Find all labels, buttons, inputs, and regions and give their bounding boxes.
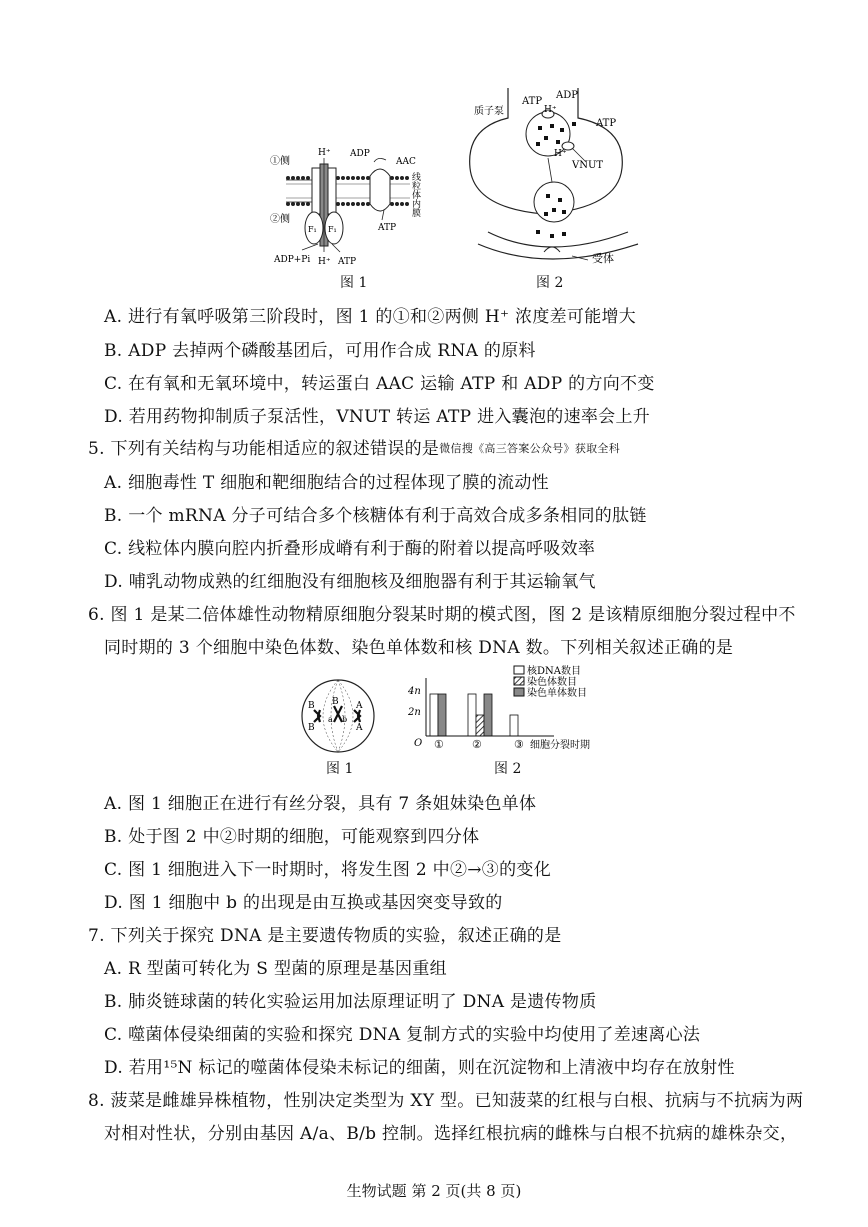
q7-option-d: D. 若用¹⁵N 标记的噬菌体侵染未标记的细菌，则在沉淀物和上清液中均存在放射性 [104, 1058, 735, 1078]
page-footer: 生物试题 第 2 页(共 8 页) [346, 1182, 522, 1200]
q5-option-d: D. 哺乳动物成熟的红细胞没有细胞核及细胞器有利于其运输氧气 [104, 572, 596, 592]
bar-2-series-3 [484, 694, 492, 736]
x-tick-2: ② [472, 738, 482, 751]
fig1-caption: 图 1 [340, 275, 368, 291]
q5-stem [88, 434, 620, 459]
f1-left-label: F₁ [308, 225, 317, 234]
q7-option-b: B. 肺炎链球菌的转化实验运用加法原理证明了 DNA 是遗传物质 [104, 992, 597, 1012]
watermark-text: 微信搜《高三答案公众号》获取全科 [439, 442, 621, 455]
bar-3-series-1 [510, 715, 518, 736]
cell-label-7: A [356, 723, 363, 733]
h-bottom-label: H⁺ [318, 257, 331, 267]
y-tick-2n: 2n [408, 707, 421, 718]
fig2-adp-top: ADP [556, 90, 578, 101]
cell-label-2: B [308, 723, 315, 733]
q6-fig2-caption: 图 2 [494, 761, 522, 777]
q8-line1: 8. 菠菜是雌雄异株植物，性别决定类型为 XY 型。已知菠菜的红根与白根、抗病与不抗病为两 [88, 1091, 804, 1111]
adp-pi-label: ADP+Pi [274, 255, 311, 265]
q7-stem: 7. 下列关于探究 DNA 是主要遗传物质的实验，叙述正确的是 [88, 926, 562, 946]
bar-2-series-2 [476, 715, 484, 736]
q5-stem-text: 5. 下列有关结构与功能相适应的叙述错误的是 [88, 439, 440, 459]
fig2-h-mid: H⁺ [554, 149, 567, 159]
q6-option-c: C. 图 1 细胞进入下一时期时，将发生图 2 中②→③的变化 [104, 860, 551, 880]
legend-chromatid: 染色单体数目 [527, 688, 587, 699]
y-tick-4n: 4n [408, 686, 421, 697]
x-axis-label: 细胞分裂时期 [530, 740, 590, 751]
bar-2-series-1 [468, 694, 476, 736]
q5-option-a: A. 细胞毒性 T 细胞和靶细胞结合的过程体现了膜的流动性 [104, 473, 549, 493]
fig2-proton-pump: 质子泵 [474, 106, 504, 117]
fig2-h-top: H⁺ [544, 105, 557, 115]
q4-option-d: D. 若用药物抑制质子泵活性，VNUT 转运 ATP 进入囊泡的速率会上升 [104, 407, 651, 427]
x-tick-3: ③ [514, 738, 524, 751]
q7-option-a: A. R 型菌可转化为 S 型菌的原理是基因重组 [104, 959, 447, 979]
fig2-atp-top: ATP [522, 96, 543, 107]
aac-label: AAC [396, 157, 416, 167]
f1-right-label: F₁ [328, 225, 337, 234]
h-top-label: H⁺ [318, 148, 331, 158]
side1-label: ①侧 [270, 156, 290, 167]
legend-swatch-chromatid [514, 688, 524, 696]
q6-stem-line1: 6. 图 1 是某二倍体雄性动物精原细胞分裂某时期的模式图，图 2 是该精原细胞分裂过程中不 [88, 605, 796, 625]
q4-option-b: B. ADP 去掉两个磷酸基团后，可用作合成 RNA 的原料 [104, 341, 536, 361]
q5-option-b: B. 一个 mRNA 分子可结合多个核糖体有利于高效合成多条相同的肽链 [104, 506, 647, 526]
adp-label: ADP [350, 149, 370, 159]
fig2-caption: 图 2 [536, 275, 564, 291]
figure-mito-membrane [262, 140, 442, 270]
legend-dna: 核DNA数目 [527, 666, 581, 677]
atp-bottom-label: ATP [338, 257, 357, 267]
cell-label-5: A [356, 701, 363, 711]
figure-cell-division [298, 676, 378, 756]
legend-swatch-dna [514, 666, 524, 674]
bar-1-series-1 [430, 694, 438, 736]
x-tick-1: ① [434, 738, 444, 751]
cell-label-1: B [308, 701, 315, 711]
figure-vesicle-release [468, 84, 648, 270]
chart-cell-counts [404, 664, 624, 756]
membrane-label: 线粒体内膜 [410, 172, 420, 217]
cell-label-4: B [332, 697, 339, 707]
fig2-vnut: VNUT [572, 160, 604, 171]
legend-swatch-chromosome [514, 677, 524, 685]
cell-label-6: a [328, 715, 333, 724]
q6-option-a: A. 图 1 细胞正在进行有丝分裂，具有 7 条姐妹染色单体 [104, 794, 537, 814]
q6-stem-line2: 同时期的 3 个细胞中染色体数、染色单体数和核 DNA 数。下列相关叙述正确的是 [104, 638, 734, 658]
origin-label: O [414, 738, 423, 749]
q8-line2: 对相对性状，分别由基因 A/a、B/b 控制。选择红根抗病的雌株与白根不抗病的雄株杂交， [104, 1124, 798, 1144]
cell-label-3: b [342, 715, 348, 724]
q4-option-a: A. 进行有氧呼吸第三阶段时，图 1 的①和②两侧 H⁺ 浓度差可能增大 [104, 307, 637, 327]
atp-right-label: ATP [378, 223, 397, 233]
side2-label: ②侧 [270, 214, 290, 225]
q5-option-c: C. 线粒体内膜向腔内折叠形成嵴有利于酶的附着以提高呼吸效率 [104, 539, 596, 559]
fig2-receptor: 受体 [592, 252, 614, 265]
bar-1-series-3 [438, 694, 446, 736]
q6-option-b: B. 处于图 2 中②时期的细胞，可能观察到四分体 [104, 827, 480, 847]
q6-option-d: D. 图 1 细胞中 b 的出现是由互换或基因突变导致的 [104, 893, 503, 913]
legend-chromosome: 染色体数目 [527, 677, 577, 688]
q4-option-c: C. 在有氧和无氧环境中，转运蛋白 AAC 运输 ATP 和 ADP 的方向不变 [104, 374, 655, 394]
fig2-atp-right: ATP [596, 118, 617, 129]
q6-fig1-caption: 图 1 [326, 761, 354, 777]
q7-option-c: C. 噬菌体侵染细菌的实验和探究 DNA 复制方式的实验中均使用了差速离心法 [104, 1025, 701, 1045]
